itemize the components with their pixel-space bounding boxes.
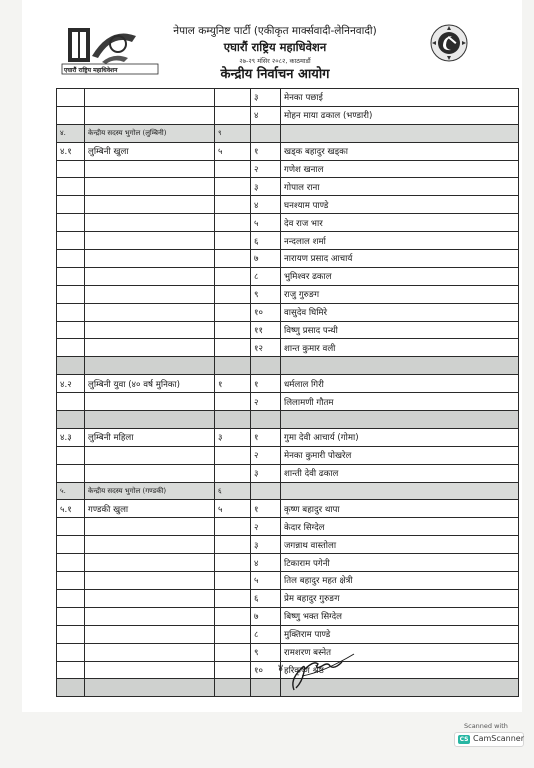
cell-c1 <box>57 589 85 607</box>
table-row <box>57 375 519 393</box>
cell-c3 <box>215 679 251 697</box>
cell-c5: रामशरण बस्नेत <box>281 643 519 661</box>
table-row <box>57 142 519 160</box>
cell-c2 <box>85 106 215 124</box>
table-row <box>57 518 519 536</box>
cell-c2 <box>85 518 215 536</box>
cell-c2 <box>85 464 215 482</box>
cell-c3 <box>215 661 251 679</box>
cell-c1 <box>57 321 85 339</box>
cell-c2 <box>85 321 215 339</box>
cell-c5: शान्ती देवी ढकाल <box>281 464 519 482</box>
table-row <box>57 446 519 464</box>
spacer-row <box>57 357 519 375</box>
cell-c4: ३ <box>251 89 281 107</box>
cell-c2 <box>85 339 215 357</box>
cell-c3 <box>215 106 251 124</box>
election-commission-title: केन्द्रीय निर्वाचन आयोग <box>220 67 330 82</box>
table-row <box>57 178 519 196</box>
cell-c3: ५ <box>215 500 251 518</box>
cell-c2: केन्द्रीय सदस्य भुगोल (लुम्बिनी) <box>85 124 215 142</box>
cell-c4: १ <box>251 142 281 160</box>
cell-c1 <box>57 643 85 661</box>
table-row <box>57 554 519 572</box>
cell-c4: ७ <box>251 607 281 625</box>
scanned-with-text: Scanned with <box>464 722 508 730</box>
cell-c2 <box>85 303 215 321</box>
cell-c4: ८ <box>251 625 281 643</box>
cell-c1 <box>57 285 85 303</box>
table-row <box>57 428 519 446</box>
cell-c3 <box>215 303 251 321</box>
cell-c4: ३ <box>251 464 281 482</box>
cell-c2 <box>85 554 215 572</box>
cell-c2 <box>85 446 215 464</box>
cell-c2 <box>85 357 215 375</box>
cell-c1 <box>57 518 85 536</box>
party-name: नेपाल कम्युनिष्ट पार्टी (एकीकृत मार्क्सवादी-लेनिनवादी) <box>173 25 377 37</box>
cell-c5: मुक्तिराम पाण्डे <box>281 625 519 643</box>
cell-c5: गुमा देवी आचार्य (गोमा) <box>281 428 519 446</box>
cell-c5: बिष्णु भक्त सिग्देल <box>281 607 519 625</box>
cell-c2 <box>85 393 215 411</box>
cell-c1: ४. <box>57 124 85 142</box>
cell-c2 <box>85 214 215 232</box>
cell-c4: ८ <box>251 267 281 285</box>
cell-c2 <box>85 589 215 607</box>
cell-c1 <box>57 196 85 214</box>
cell-c3 <box>215 446 251 464</box>
cell-c1 <box>57 625 85 643</box>
cell-c1 <box>57 339 85 357</box>
cell-c3: ६ <box>215 482 251 500</box>
cell-c3: ५ <box>215 142 251 160</box>
cell-c3 <box>215 214 251 232</box>
cell-c3 <box>215 285 251 303</box>
cell-c1 <box>57 89 85 107</box>
cell-c5: गणेश खनाल <box>281 160 519 178</box>
cell-c1 <box>57 250 85 268</box>
cell-c2 <box>85 196 215 214</box>
table-row <box>57 607 519 625</box>
cell-c4: ६ <box>251 232 281 250</box>
cell-c3: ३ <box>215 428 251 446</box>
table-row <box>57 464 519 482</box>
table-row <box>57 89 519 107</box>
cell-c3 <box>215 589 251 607</box>
cell-c1 <box>57 554 85 572</box>
cell-c4: १ <box>251 375 281 393</box>
table-row <box>57 160 519 178</box>
table-row <box>57 321 519 339</box>
cell-c4: २ <box>251 446 281 464</box>
cell-c1 <box>57 357 85 375</box>
cell-c3 <box>215 196 251 214</box>
cell-c4: ५ <box>251 572 281 590</box>
cell-c2 <box>85 572 215 590</box>
cell-c1 <box>57 160 85 178</box>
cell-c1 <box>57 267 85 285</box>
cell-c2 <box>85 643 215 661</box>
cell-c3 <box>215 321 251 339</box>
cell-c1: ४.१ <box>57 142 85 160</box>
cell-c5 <box>281 482 519 500</box>
cell-c5: प्रेम बहादुर गुरुङग <box>281 589 519 607</box>
cell-c4 <box>251 679 281 697</box>
cell-c5: राजु गुरुङग <box>281 285 519 303</box>
cell-c5: नारायण प्रसाद आचार्य <box>281 250 519 268</box>
cell-c1 <box>57 536 85 554</box>
cell-c3 <box>215 643 251 661</box>
cell-c1 <box>57 411 85 429</box>
cell-c5: जगन्नाथ वास्तोला <box>281 536 519 554</box>
cell-c3 <box>215 160 251 178</box>
cell-c4: १ <box>251 428 281 446</box>
cell-c4: १२ <box>251 339 281 357</box>
table-row <box>57 232 519 250</box>
cell-c3 <box>215 267 251 285</box>
cell-c3 <box>215 607 251 625</box>
cell-c2 <box>85 285 215 303</box>
table-row <box>57 250 519 268</box>
cell-c5: गोपाल राना <box>281 178 519 196</box>
cell-c1 <box>57 446 85 464</box>
cell-c4: ७ <box>251 250 281 268</box>
cell-c1: ५. <box>57 482 85 500</box>
cell-c1 <box>57 178 85 196</box>
table-row <box>57 267 519 285</box>
cell-c2 <box>85 661 215 679</box>
cell-c4 <box>251 482 281 500</box>
table-row <box>57 572 519 590</box>
cell-c3 <box>215 572 251 590</box>
table-row <box>57 285 519 303</box>
cell-c1 <box>57 214 85 232</box>
cell-c2: लुम्बिनी युवा (४० वर्ष मुनिका) <box>85 375 215 393</box>
table-row <box>57 196 519 214</box>
cell-c4: ९ <box>251 643 281 661</box>
cell-c1 <box>57 106 85 124</box>
cell-c1 <box>57 572 85 590</box>
cell-c5 <box>281 411 519 429</box>
cell-c5: घनश्याम पाण्डे <box>281 196 519 214</box>
cell-c5: मेनका कुमारी पोखरेल <box>281 446 519 464</box>
cell-c1 <box>57 303 85 321</box>
cell-c3 <box>215 411 251 429</box>
cell-c2: केन्द्रीय सदस्य भुगोल (गण्डकी) <box>85 482 215 500</box>
cell-c3 <box>215 464 251 482</box>
cell-c3 <box>215 232 251 250</box>
camscanner-watermark <box>454 722 524 750</box>
cell-c2 <box>85 607 215 625</box>
cell-c1 <box>57 607 85 625</box>
cell-c1: ४.३ <box>57 428 85 446</box>
cell-c3 <box>215 518 251 536</box>
cell-c5: मोहन माया ढकाल (भण्डारी) <box>281 106 519 124</box>
table-row <box>57 589 519 607</box>
cell-c4: २ <box>251 393 281 411</box>
cell-c3 <box>215 357 251 375</box>
cell-c2 <box>85 679 215 697</box>
cell-c2: लुम्बिनी महिला <box>85 428 215 446</box>
cell-c5: धर्मलाल गिरी <box>281 375 519 393</box>
table-row <box>57 214 519 232</box>
section-row <box>57 124 519 142</box>
cell-c3 <box>215 178 251 196</box>
cell-c4: ९ <box>251 285 281 303</box>
cell-c1 <box>57 661 85 679</box>
signature <box>284 640 370 696</box>
cell-c4: ४ <box>251 106 281 124</box>
cell-c5: शान्त कुमार वली <box>281 339 519 357</box>
camscanner-logo <box>454 732 524 747</box>
cell-c4: ३ <box>251 178 281 196</box>
camscanner-brand: CamScanner <box>473 734 525 743</box>
cell-c4 <box>251 124 281 142</box>
cell-c5: खड्क बहादुर खड्का <box>281 142 519 160</box>
cell-c5: देव राज भार <box>281 214 519 232</box>
cell-c2 <box>85 178 215 196</box>
cell-c2 <box>85 250 215 268</box>
cell-c2 <box>85 89 215 107</box>
cell-c3 <box>215 554 251 572</box>
candidate-table-body <box>57 89 519 697</box>
section-row <box>57 482 519 500</box>
cell-c5: केदार सिग्देल <box>281 518 519 536</box>
table-row <box>57 393 519 411</box>
convention-title: एघारौं राष्ट्रिय महाधिवेशन <box>223 40 327 54</box>
cell-c2 <box>85 267 215 285</box>
cell-c4: ६ <box>251 589 281 607</box>
candidate-table <box>56 88 519 697</box>
cell-c1 <box>57 464 85 482</box>
cell-c5 <box>281 357 519 375</box>
cell-c4: ४ <box>251 554 281 572</box>
cell-c2 <box>85 160 215 178</box>
page-number: ४ <box>278 663 284 674</box>
cell-c3 <box>215 625 251 643</box>
cell-c3 <box>215 89 251 107</box>
camscanner-icon: CS <box>459 736 469 743</box>
cell-c4: १० <box>251 303 281 321</box>
spacer-row <box>57 411 519 429</box>
cell-c3: १ <box>215 375 251 393</box>
cell-c5: हरिकृष्ण श्रेष्ठ <box>281 661 519 679</box>
cell-c3 <box>215 393 251 411</box>
cell-c1 <box>57 232 85 250</box>
cell-c2 <box>85 411 215 429</box>
cell-c4: ३ <box>251 536 281 554</box>
cell-c2: लुम्बिनी खुला <box>85 142 215 160</box>
cell-c4: ४ <box>251 196 281 214</box>
cell-c1 <box>57 679 85 697</box>
hammer-sickle-emblem <box>430 24 468 62</box>
cell-c3 <box>215 250 251 268</box>
cell-c5: तिल बहादुर महत क्षेत्री <box>281 572 519 590</box>
cell-c5: टिकाराम पगेनी <box>281 554 519 572</box>
cell-c5: नन्दलाल शर्मा <box>281 232 519 250</box>
cell-c3 <box>215 339 251 357</box>
cell-c5: मेनका पछाई <box>281 89 519 107</box>
table-row <box>57 303 519 321</box>
cell-c5: वासुदेव घिमिरे <box>281 303 519 321</box>
cell-c4: ५ <box>251 214 281 232</box>
cell-c4: २ <box>251 160 281 178</box>
cell-c4: १ <box>251 500 281 518</box>
cell-c3 <box>215 536 251 554</box>
cell-c3: ९ <box>215 124 251 142</box>
convention-date: २७-२९ मंसिर २०८२, काठमाडौं <box>239 57 311 65</box>
cell-c2 <box>85 232 215 250</box>
table-row <box>57 339 519 357</box>
cell-c5: कृष्ण बहादुर थापा <box>281 500 519 518</box>
cell-c4 <box>251 357 281 375</box>
cell-c4: २ <box>251 518 281 536</box>
cell-c5: लिलामणी गौतम <box>281 393 519 411</box>
table-row <box>57 536 519 554</box>
cell-c5: भुमिश्वर ढकाल <box>281 267 519 285</box>
logo-text: एघारौं राष्ट्रिय महाधिवेशन <box>64 67 118 74</box>
cell-c5 <box>281 124 519 142</box>
cell-c5: विष्णु प्रसाद पन्थी <box>281 321 519 339</box>
cell-c2: गण्डकी खुला <box>85 500 215 518</box>
cell-c1: ४.२ <box>57 375 85 393</box>
cell-c4: ११ <box>251 321 281 339</box>
table-row <box>57 106 519 124</box>
cell-c1: ५.१ <box>57 500 85 518</box>
cell-c2 <box>85 536 215 554</box>
cell-c4: १० <box>251 661 281 679</box>
cell-c4 <box>251 411 281 429</box>
table-row <box>57 500 519 518</box>
cell-c1 <box>57 393 85 411</box>
cell-c2 <box>85 625 215 643</box>
